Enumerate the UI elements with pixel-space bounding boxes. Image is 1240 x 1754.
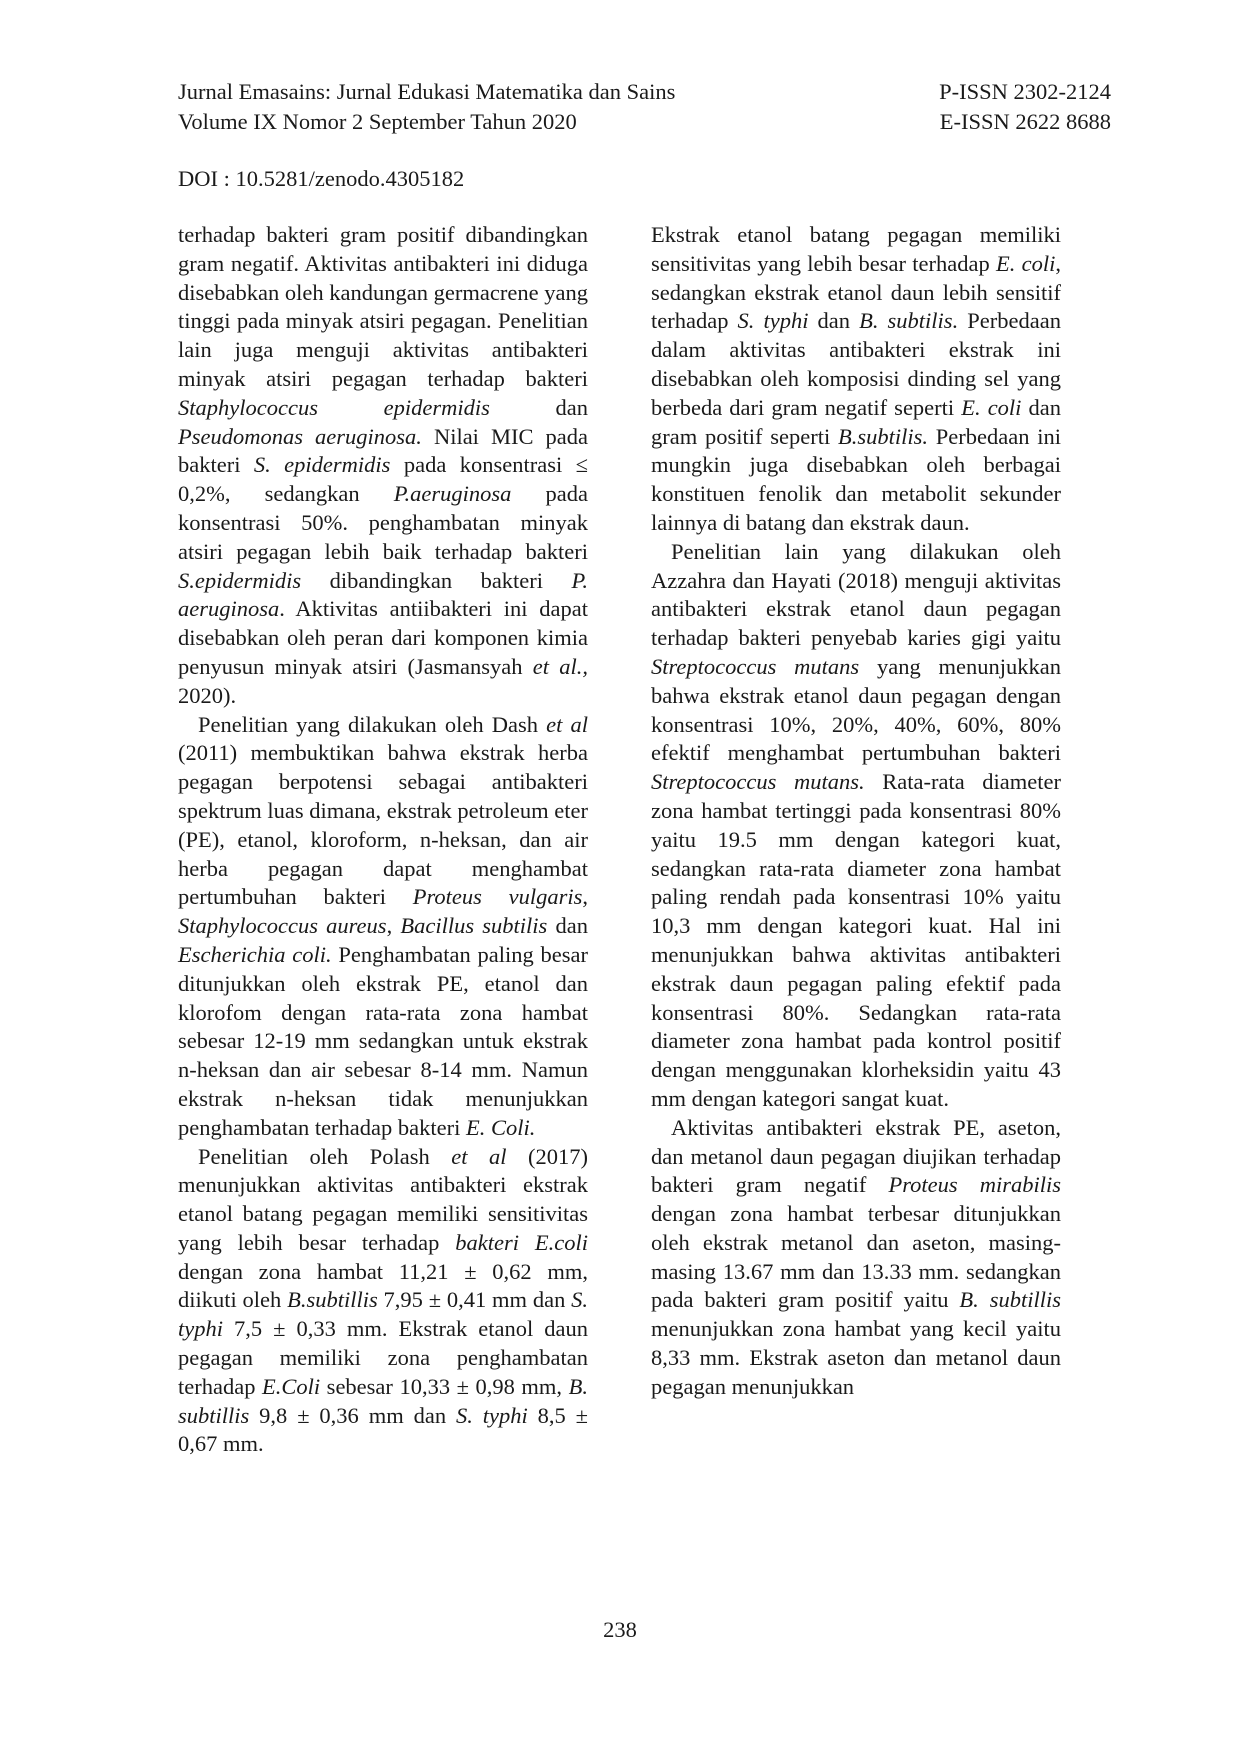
journal-volume: Volume IX Nomor 2 September Tahun 2020 <box>178 109 577 134</box>
italic-term: B. subtilis. <box>859 308 959 334</box>
italic-term: Bacillus subtilis <box>400 913 548 939</box>
italic-term: P.aeruginosa <box>393 481 512 507</box>
text-run: dengan zona hambat 11,21 ± 0,62 mm, diikuti oleh <box>178 1258 588 1313</box>
text-run: dan <box>489 394 588 420</box>
italic-term: Staphylococcus aureus <box>178 913 387 939</box>
text-run: Penelitian yang dilakukan oleh Dash <box>198 711 547 737</box>
text-run: Perbedaan ini mungkin juga disebabkan oleh berbagai konstituen fenolik dan metabolit sekunder lainnya di batang dan ekstrak daun. <box>651 423 1061 535</box>
text-run: Rata-rata diameter zona hambat tertinggi pada konsentrasi 80% yaitu 19.5 mm dengan kategori kuat, sedangkan rata-rata diameter zona hambat paling rendah pada konsentrasi 10% yaitu 10,3 mm dengan kategori kuat. Hal ini menunjukkan bahwa aktivitas antibakteri ekstrak daun pegagan paling efektif pada konsentrasi 80%. Sedangkan rata-rata diameter zona hambat pada kontrol positif dengan menggunakan klorheksidin yaitu 43 mm dengan kategori sangat kuat. <box>651 769 1061 1111</box>
text-run: Perbedaan dalam aktivitas antibakteri ekstrak ini disebabkan oleh komposisi dinding sel yang berbeda dari gram negatif seperti <box>651 308 1061 420</box>
italic-term: Proteus mirabilis <box>888 1172 1061 1198</box>
doi-line: DOI : 10.5281/zenodo.4305182 <box>178 166 465 191</box>
italic-term: S. typhi <box>455 1402 528 1428</box>
body-paragraph <box>651 538 1061 1114</box>
body-paragraph <box>178 711 588 1143</box>
text-run: 7,95 ± 0,41 mm dan <box>377 1287 572 1313</box>
italic-term: Escherichia coli. <box>178 941 332 967</box>
italic-term: S.epidermidis <box>178 567 302 593</box>
text-run: . Aktivitas antiibakteri ini dapat disebabkan oleh peran dari komponen kimia penyusun minyak atsiri (Jasmansyah <box>178 596 588 679</box>
text-run: terhadap bakteri gram positif dibandingkan gram negatif. Aktivitas antibakteri ini diduga disebabkan oleh kandungan germacrene yang tinggi pada minyak atsiri pegagan. Penelitian lain juga menguji aktivitas antibakteri minyak atsiri pegagan terhadap bakteri <box>178 222 588 391</box>
text-run: pada konsentrasi 50%. penghambatan minyak atsiri pegagan lebih baik terhadap bakteri <box>178 481 588 564</box>
italic-term: Pseudomonas aeruginosa. <box>178 423 422 449</box>
journal-name: Jurnal Emasains: Jurnal Edukasi Matematika dan Sains <box>178 79 676 104</box>
text-run: (2017) menunjukkan aktivitas antibakteri ekstrak etanol batang pegagan memiliki sensitivitas yang lebih besar terhadap <box>178 1143 588 1255</box>
italic-term: E. coli <box>996 250 1056 276</box>
text-run: , <box>582 884 588 910</box>
italic-term: et al <box>451 1143 507 1169</box>
italic-term: Proteus vulgaris <box>412 884 583 910</box>
page-number: 238 <box>603 1617 637 1642</box>
italic-term: P. aeruginosa <box>178 567 588 622</box>
italic-term: bakteri E.coli <box>455 1229 589 1255</box>
text-run: dibandingkan bakteri <box>301 567 572 593</box>
italic-term: B. subtillis <box>959 1287 1061 1313</box>
text-run: dan <box>808 308 860 334</box>
italic-term: E. Coli. <box>466 1114 536 1140</box>
text-run: Penelitian oleh Polash <box>198 1143 452 1169</box>
body-paragraph <box>178 1143 588 1460</box>
text-run: 2020). <box>178 682 237 708</box>
text-run: dan gram positif seperti <box>651 394 1062 449</box>
text-run: 9,8 ± 0,36 mm dan <box>249 1402 456 1428</box>
text-run: pada konsentrasi ≤ 0,2%, sedangkan <box>178 452 588 507</box>
text-run: Penghambatan paling besar ditunjukkan oleh ekstrak PE, etanol dan klorofom dengan rata-rata zona hambat sebesar 12-19 mm sedangkan untuk ekstrak n-heksan dan air sebesar 8-14 mm. Namun ekstrak n-heksan tidak menunjukkan penghambatan terhadap bakteri <box>178 941 588 1140</box>
italic-term: Streptococcus mutans. <box>651 769 865 795</box>
italic-term: S. typhi <box>737 308 809 334</box>
italic-term: B. subtillis <box>178 1373 588 1428</box>
italic-term: S. epidermidis <box>253 452 391 478</box>
text-run: , sedangkan ekstrak etanol daun lebih sensitif terhadap <box>651 250 1062 334</box>
italic-term: E.Coli <box>262 1373 321 1399</box>
text-run: menunjukkan zona hambat yang kecil yaitu 8,33 mm. Ekstrak aseton dan metanol daun pegagan menunjukkan <box>651 1316 1061 1399</box>
journal-header-right <box>939 77 1111 137</box>
body-paragraph <box>651 1114 1061 1402</box>
text-run: yang menunjukkan bahwa ekstrak etanol daun pegagan dengan konsentrasi 10%, 20%, 40%, 60%, 80% efektif menghambat pertumbuhan bakteri <box>651 653 1061 766</box>
text-run: 7,5 ± 0,33 mm. Ekstrak etanol daun pegagan memiliki zona penghambatan terhadap <box>178 1316 588 1399</box>
italic-term: Streptococcus mutans <box>651 653 860 679</box>
text-run: sebesar 10,33 ± 0,98 mm, <box>320 1373 569 1399</box>
italic-term: E. coli <box>961 394 1022 420</box>
italic-term: et al <box>546 711 589 737</box>
journal-header-left <box>178 77 675 137</box>
text-run: dengan zona hambat terbesar ditunjukkan oleh ekstrak metanol dan aseton, masing-masing 13.67 mm dan 13.33 mm. sedangkan pada bakteri gram positif yaitu <box>651 1201 1061 1313</box>
text-run: Nilai MIC pada bakteri <box>178 423 588 478</box>
text-run: 8,5 ± 0,67 mm. <box>178 1402 588 1457</box>
italic-term: Staphylococcus epidermidis <box>178 394 490 420</box>
text-run: , <box>386 913 401 939</box>
body-paragraph <box>651 221 1061 538</box>
italic-term: B.subtillis <box>287 1287 378 1313</box>
text-run: dan <box>547 913 588 939</box>
right-text-column <box>651 221 1061 1402</box>
text-run: (2011) membuktikan bahwa ekstrak herba pegagan berpotensi sebagai antibakteri spektrum luas dimana, ekstrak petroleum eter (PE), etanol, kloroform, n-heksan, dan air herba pegagan dapat menghambat pertumbuhan bakteri <box>178 740 588 910</box>
text-run: Ekstrak etanol batang pegagan memiliki sensitivitas yang lebih besar terhadap <box>651 222 1061 276</box>
text-run: Aktivitas antibakteri ekstrak PE, aseton, dan metanol daun pegagan diujikan terhadap bakteri gram negatif <box>651 1114 1061 1198</box>
left-text-column <box>178 221 588 1459</box>
text-run: Penelitian lain yang dilakukan oleh Azzahra dan Hayati (2018) menguji aktivitas antibakteri ekstrak etanol daun pegagan terhadap bakteri penyebab karies gigi yaitu <box>651 538 1061 651</box>
italic-term: S. typhi <box>178 1287 588 1342</box>
e-issn: E-ISSN 2622 8688 <box>939 109 1111 134</box>
body-paragraph <box>178 221 588 711</box>
p-issn: P-ISSN 2302-2124 <box>939 79 1111 104</box>
italic-term: B.subtilis. <box>838 423 929 449</box>
italic-term: et al., <box>532 653 588 679</box>
